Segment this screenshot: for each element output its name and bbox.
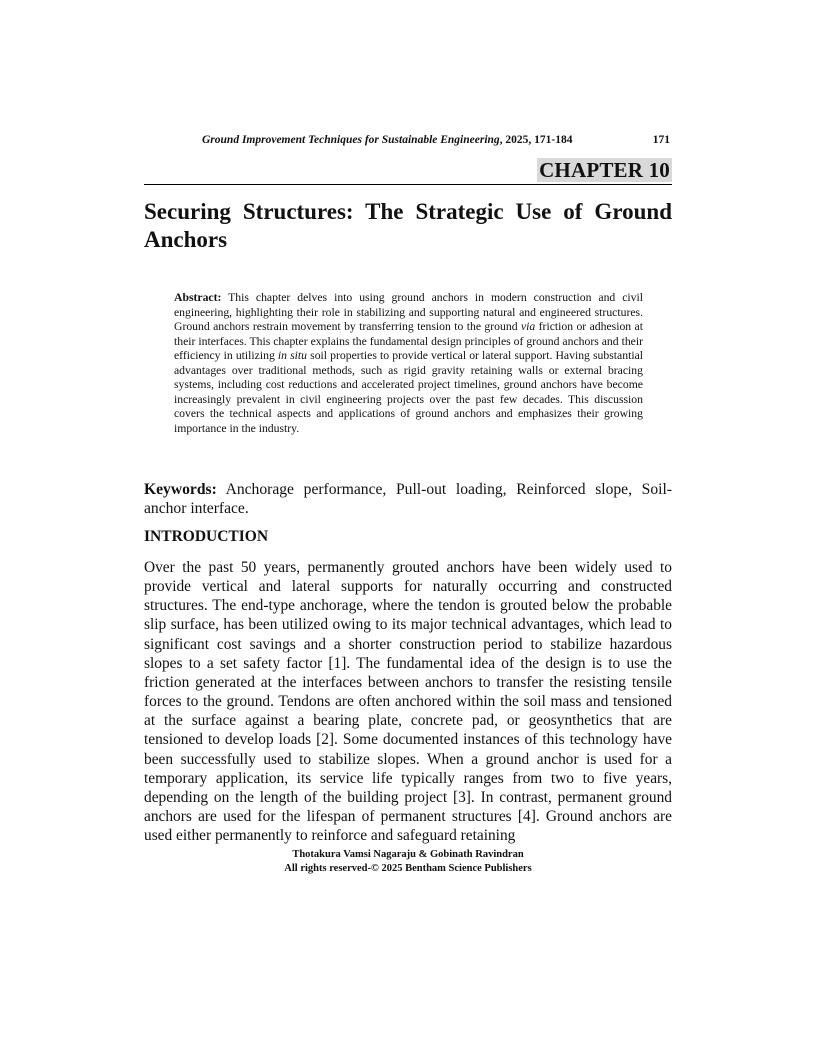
journal-volume-pages: , 2025, 171-184 bbox=[499, 134, 573, 146]
page-number: 171 bbox=[652, 134, 670, 146]
chapter-rule bbox=[144, 158, 672, 185]
abstract-label: Abstract: bbox=[174, 291, 222, 304]
introduction-paragraph: Over the past 50 years, permanently grouted anchors have been widely used to provide vertical and lateral supports for naturally occurring and constructed structures. The end-type anchorage, where the tendon is grouted below the probable slip surface, has been utilized owing to its major technical advantages, which lead to significant cost savings and a shorter construction period to stabilize hazardous slopes to a set safety factor [1]. The fundamental idea of the design is to use the friction generated at the interfaces between anchors to transfer the resisting tensile forces to the ground. Tendons are often anchored within the soil mass and tensioned at the surface against a bearing plate, concrete pad, or geosynthetics that are tensioned to develop loads [2]. Some documented instances of this technology have been successfully used to stabilize slopes. When a ground anchor is used for a temporary application, its service life typically ranges from two to five years, depending on the length of the building project [3]. In contrast, permanent ground anchors are used for the lifespan of permanent structures [4]. Ground anchors are used either permanently to reinforce and safeguard retaining bbox=[144, 559, 672, 845]
chapter-label: CHAPTER 10 bbox=[539, 158, 670, 182]
abstract-in-situ: in situ bbox=[277, 349, 308, 363]
keywords-text: Anchorage performance, Pull-out loading, Reinforced slope, Soil-anchor interface. bbox=[144, 481, 672, 517]
journal-title: Ground Improvement Techniques for Sustainable Engineering bbox=[202, 134, 500, 146]
abstract-text-2: friction or adhesion at their interfaces. This chapter explains the fundamental design principles of ground anchors and their efficiency in utilizing bbox=[174, 320, 643, 363]
introduction-heading: INTRODUCTION bbox=[144, 528, 269, 545]
chapter-title: Securing Structures: The Strategic Use of Ground Anchors bbox=[144, 199, 672, 252]
abstract bbox=[174, 291, 643, 436]
footer-authors: Thotakura Vamsi Nagaraju & Gobinath Ravindran bbox=[292, 849, 524, 860]
abstract-text-3: soil properties to provide vertical or lateral support. Having substantial advantages over traditional methods, such as rigid gravity retaining walls or external bracing systems, including cost reductions and accelerated project timelines, ground anchors have become increasingly prevalent in civil engineering projects over the past few decades. This discussion covers the technical aspects and applications of ground anchors and emphasizes their growing importance in the industry. bbox=[174, 349, 644, 435]
footer bbox=[144, 848, 672, 875]
abstract-via: via bbox=[520, 320, 536, 334]
footer-rights: All rights reserved-© 2025 Bentham Science Publishers bbox=[284, 862, 532, 874]
keywords bbox=[144, 480, 672, 518]
abstract-text-1: This chapter delves into using ground anchors in modern construction and civil engineering, highlighting their role in stabilizing and supporting natural and engineered structures. Ground anchors restrain movement by transferring tension to the ground bbox=[174, 291, 643, 334]
journal-citation bbox=[202, 132, 573, 148]
keywords-label: Keywords: bbox=[144, 481, 217, 498]
